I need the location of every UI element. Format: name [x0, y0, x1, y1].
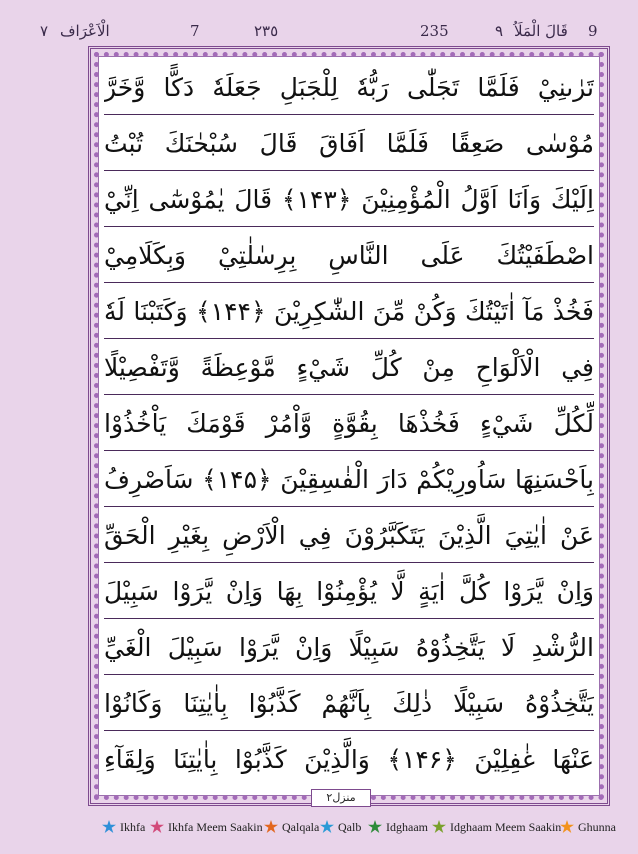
legend-label: Idghaam — [386, 819, 428, 834]
quran-text — [104, 62, 594, 790]
surah-name: الْاَعْرَاف — [60, 22, 110, 40]
legend-label: Ghunna — [578, 819, 616, 834]
star-icon — [320, 820, 334, 834]
text-line: عَنْ اٰيٰتِيَ الَّذِيْنَ يَتَكَبَّرُوْنَ فِي الْاَرْضِ بِغَيْرِ الْحَقِّ — [104, 510, 594, 563]
legend-label: Ikhfa — [120, 819, 146, 834]
star-icon — [560, 820, 574, 834]
text-line: فِي الْاَلْوَاحِ مِنْ كُلِّ شَيْءٍ مَّوْعِظَةً وَّتَفْصِيْلًا — [104, 342, 594, 395]
legend-item-idghaam-meem-saakin — [432, 816, 561, 838]
text-line: اِلَيْكَ وَاَنَا اَوَّلُ الْمُؤْمِنِيْنَ ﴿۱۴۳﴾ قَالَ يٰمُوْسٰٓى اِنِّيْ — [104, 174, 594, 227]
legend-item-idghaam — [368, 816, 428, 838]
text-line: وَاِنْ يَّرَوْا كُلَّ اٰيَةٍ لَّا يُؤْمِنُوْا بِهَا وَاِنْ يَّرَوْا سَبِيْلَ — [104, 566, 594, 619]
legend-item-qalb — [320, 816, 361, 838]
manzil-marker: منزل٢ — [311, 789, 371, 807]
text-line: مُوْسٰى صَعِقًا فَلَمَّا اَفَاقَ قَالَ سُبْحٰنَكَ تُبْتُ — [104, 118, 594, 171]
star-icon — [102, 820, 116, 834]
text-line: فَخُذْ مَآ اٰتَيْتُكَ وَكُنْ مِّنَ الشّٰكِرِيْنَ ﴿۱۴۴﴾ وَكَتَبْنَا لَهٗ — [104, 286, 594, 339]
star-icon — [264, 820, 278, 834]
legend-item-qalqala — [264, 816, 319, 838]
text-line: لِّكُلِّ شَيْءٍ فَخُذْهَا بِقُوَّةٍ وَّاْمُرْ قَوْمَكَ يَاْخُذُوْا — [104, 398, 594, 451]
star-icon — [368, 820, 382, 834]
juz-name: قَالَ الْمَلَاُ — [514, 22, 568, 40]
page-number-arabic: ٢٣٥ — [254, 22, 279, 40]
tajweed-legend — [0, 816, 638, 838]
text-line: عَنْهَا غٰفِلِيْنَ ﴿۱۴۶﴾ وَالَّذِيْنَ كَذَّبُوْا بِاٰيٰتِنَا وَلِقَآءِ — [104, 745, 594, 774]
text-line: الرُّشْدِ لَا يَتَّخِذُوْهُ سَبِيْلًا وَاِنْ يَّرَوْا سَبِيْلَ الْغَيِّ — [104, 622, 594, 675]
legend-item-ikhfa — [102, 816, 145, 838]
legend-item-ikhfa-meem-saakin — [150, 816, 263, 838]
text-line: تَرٰىنِيْ فَلَمَّا تَجَلّٰى رَبُّهٗ لِلْجَبَلِ جَعَلَهٗ دَكًّا وَّخَرَّ — [104, 62, 594, 115]
page-number: 235 — [420, 22, 449, 40]
juz-number-arabic: ٩ — [495, 22, 504, 40]
legend-label: Idghaam Meem Saakin — [450, 819, 562, 834]
star-icon — [150, 820, 164, 834]
surah-number: 7 — [190, 22, 200, 40]
text-line: بِاَحْسَنِهَا سَاُورِيْكُمْ دَارَ الْفٰسِقِيْنَ ﴿۱۴۵﴾ سَاَصْرِفُ — [104, 454, 594, 507]
legend-label: Ikhfa Meem Saakin — [168, 819, 263, 834]
legend-label: Qalb — [338, 819, 362, 834]
star-icon — [432, 820, 446, 834]
text-line: يَتَّخِذُوْهُ سَبِيْلًا ذٰلِكَ بِاَنَّهُمْ كَذَّبُوْا بِاٰيٰتِنَا وَكَانُوْا — [104, 678, 594, 731]
legend-item-ghunna — [560, 816, 616, 838]
text-line: اصْطَفَيْتُكَ عَلَى النَّاسِ بِرِسٰلٰتِيْ وَبِكَلَامِيْ — [104, 230, 594, 283]
page-header — [0, 0, 638, 44]
legend-label: Qalqala — [282, 819, 320, 834]
surah-number-arabic: ٧ — [40, 22, 49, 40]
juz-number: 9 — [588, 22, 598, 40]
